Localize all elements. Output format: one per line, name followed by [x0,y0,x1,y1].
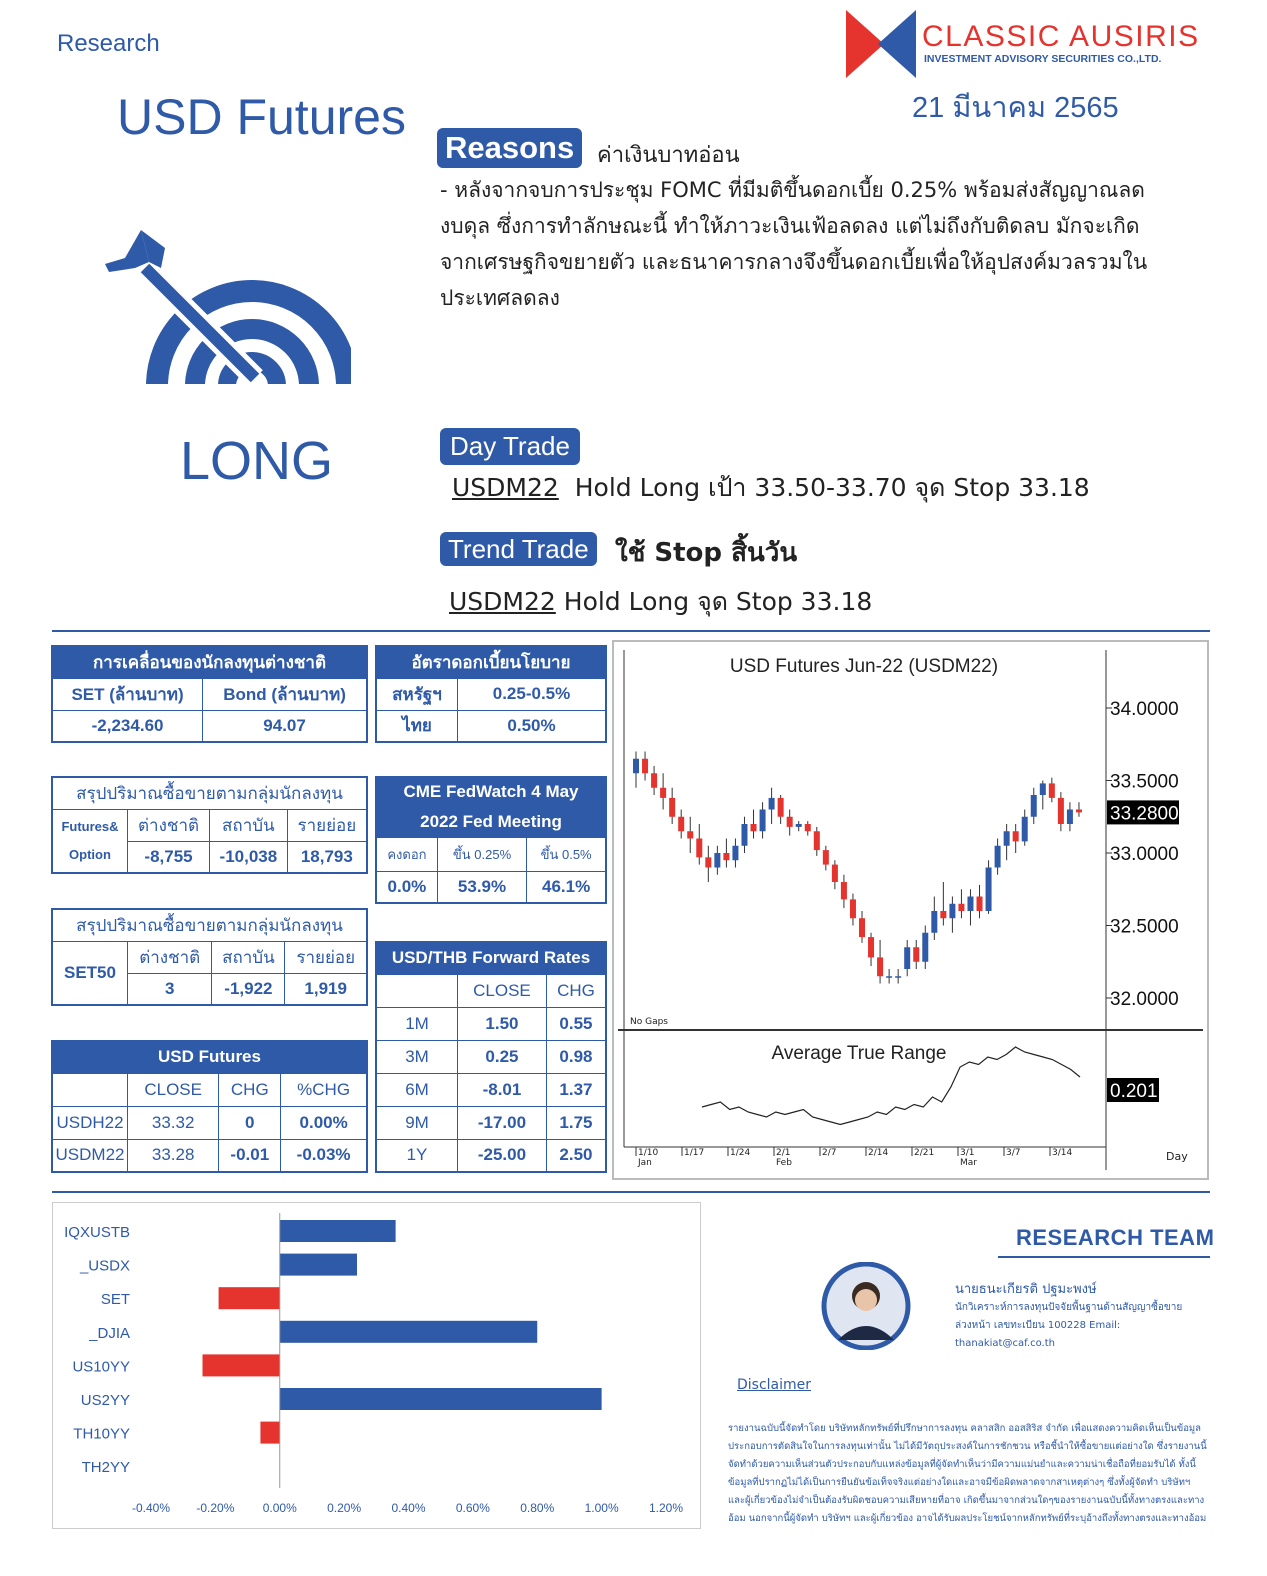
y-tick-label: 33.0000 [1110,844,1179,865]
month-label: Feb [776,1158,792,1168]
trend-trade-tag: Trend Trade [440,532,597,566]
category-label: _DJIA [89,1324,130,1342]
day-trade-text: Hold Long เป้า 33.50-33.70 จุด Stop 33.18 [574,473,1090,502]
research-label: Research [57,30,160,57]
table-cell: 1,919 [285,973,367,1005]
research-team-underline [998,1256,1210,1258]
table-cell: 9M [376,1106,458,1139]
fedwatch-table [375,776,607,904]
table-cell: 0.98 [546,1040,606,1073]
table-header: รายย่อย [285,941,367,973]
candle-body [949,904,955,919]
category-label: US10YY [72,1358,130,1376]
candle-body [986,868,992,912]
candle-body [850,899,856,918]
table-cell: 0.55 [546,1007,606,1040]
table-cell: 1.50 [458,1007,547,1040]
logo-subtitle: INVESTMENT ADVISORY SECURITIES CO.,LTD. [924,53,1162,65]
candle-body [705,857,711,867]
table-header: ต่างชาติ [128,809,210,841]
table-cell: 0.25-0.5% [458,678,607,710]
table-header: คงดอก [376,837,437,871]
x-unit-label: Day [1166,1150,1188,1163]
y-tick-label: 32.0000 [1110,989,1179,1010]
x-tick-label: 1.20% [648,1501,684,1515]
candle-body [1076,810,1082,813]
reasons-tag: Reasons [437,128,582,168]
candle-body [967,897,973,912]
x-tick-label: 1/10 [638,1148,659,1158]
candle-body [1031,795,1037,817]
bar [280,1388,602,1410]
candle-body [977,897,983,912]
analyst-description: นักวิเคราะห์การลงทุนปัจจัยพื้นฐานด้านสัญญาซื้อขายล่วงหน้า เลขทะเบียน 100228 Email: thanakiat@caf.co.th [955,1302,1183,1349]
candle-body [814,831,820,850]
x-tick-label: 3/7 [1006,1148,1021,1158]
candle-body [1067,810,1073,825]
trend-trade-line [449,582,872,622]
x-tick-label: 2/21 [914,1148,935,1158]
table-cell: ไทย [376,710,458,742]
logo-name: CLASSIC AUSIRIS [922,20,1200,53]
category-label: _USDX [79,1257,130,1275]
x-tick-label: 0.40% [391,1501,426,1515]
table-header: Bond (ล้านบาท) [203,678,367,710]
x-tick-label: 1.00% [584,1501,619,1515]
table-cell: -0.01 [219,1139,281,1172]
candle-body [1049,783,1055,798]
x-tick-label: 2/7 [822,1148,837,1158]
candle-body [760,810,766,832]
table-cell: USDH22 [52,1106,128,1139]
candle-body [832,865,838,882]
x-tick-label: 1/24 [730,1148,751,1158]
row-label: SET50 [52,941,128,1005]
candle-body [1022,817,1028,842]
bar [280,1321,538,1343]
table-header: สถาบัน [212,941,285,973]
forward-rates-table [375,941,607,1173]
table-cell: 0 [219,1106,281,1139]
table-cell: -1,922 [212,973,285,1005]
company-logo-icon [846,10,916,78]
table-cell: 1.37 [546,1073,606,1106]
divider-top [52,630,1210,632]
candle-body [995,846,1001,868]
row-label-2: Option [69,846,111,862]
candle-body [859,918,865,937]
candle-body [1013,831,1019,841]
table-cell: 2.50 [546,1139,606,1172]
table-cell: USDM22 [52,1139,128,1172]
performance-bar-chart [53,1203,700,1528]
disclaimer-link[interactable]: Disclaimer [737,1377,812,1393]
usd-futures-table [51,1040,368,1173]
category-label: TH2YY [81,1459,130,1477]
table-header: CHG [546,974,606,1007]
analyst-name: นายธนะเกียรติ ปฐมะพงษ์ [955,1282,1097,1297]
candle-body [633,759,639,774]
candle-body [660,788,666,798]
table-cell: 0.25 [458,1040,547,1073]
candle-body [678,817,684,832]
candle-body [714,853,720,868]
candle-body [751,824,757,831]
table-cell: 33.28 [128,1139,219,1172]
x-tick-label: 0.80% [520,1501,555,1515]
x-tick-label: 0.00% [262,1501,297,1515]
foreign-flow-table [51,645,368,743]
research-team-title: RESEARCH TEAM [1016,1225,1215,1250]
candle-body [796,824,802,827]
table-header: ขึ้น 0.25% [437,837,526,871]
x-tick-label: 0.20% [327,1501,362,1515]
atr-title: Average True Range [771,1043,947,1064]
table-cell: สหรัฐฯ [376,678,458,710]
day-trade-tag: Day Trade [440,428,580,465]
divider-bottom [52,1191,1210,1193]
table-header [376,974,458,1007]
month-label: Mar [960,1158,977,1168]
candle-body [769,798,775,810]
x-tick-label: 3/14 [1052,1148,1073,1158]
table-cell: 1M [376,1007,458,1040]
candle-body [778,798,784,817]
x-tick-label: 0.60% [455,1501,490,1515]
candle-body [1058,798,1064,824]
position-label: LONG [180,431,334,491]
candle-body [868,937,874,957]
candle-body [1040,783,1046,795]
table-header: สถาบัน [210,809,288,841]
candle-body [787,817,793,827]
table-header: รายย่อย [287,809,367,841]
table-cell: -25.00 [458,1139,547,1172]
candle-body [823,850,829,865]
table-title: USD/THB Forward Rates [376,942,606,974]
y-tick-label: 33.5000 [1110,771,1179,793]
candle-body [687,831,693,838]
candle-body [886,976,892,978]
candle-body [922,933,928,962]
candle-body [940,911,946,918]
table-subtitle: 2022 Fed Meeting [376,807,606,837]
candle-body [805,824,811,831]
trend-trade-symbol: USDM22 [449,587,556,616]
x-tick-label: 1/17 [684,1148,705,1158]
x-tick-label: 2/1 [776,1148,791,1158]
table-title: USD Futures [52,1041,367,1073]
table-header [52,1073,128,1106]
bar [280,1220,396,1242]
table-cell: 3M [376,1040,458,1073]
x-tick-label: 2/14 [868,1148,889,1158]
candle-body [958,904,964,911]
table-cell: 46.1% [527,871,606,903]
candle-body [931,911,937,933]
row-label [52,809,128,873]
x-tick-label: 3/1 [960,1148,975,1158]
last-price-label: 33.2800 [1110,803,1179,825]
table-cell: -2,234.60 [52,710,203,742]
reasons-headline: ค่าเงินบาทอ่อน [597,143,740,168]
table-cell: 6M [376,1073,458,1106]
candle-body [669,798,675,817]
table-cell: 1Y [376,1139,458,1172]
bar [203,1354,280,1376]
candle-body [877,957,883,976]
table-header: CLOSE [128,1073,219,1106]
atr-value-label: 0.201 [1110,1081,1158,1102]
table-cell: 0.50% [458,710,607,742]
candle-body [741,824,747,846]
futures-groups-table [51,776,368,874]
table-header: ต่างชาติ [128,941,212,973]
category-label: IQXUSTB [64,1224,130,1241]
price-chart-title: USD Futures Jun-22 (USDM22) [729,656,999,677]
candle-body [913,947,919,962]
day-trade-symbol: USDM22 [452,473,559,502]
candle-body [642,759,648,774]
target-arrow-icon [105,228,351,388]
trend-trade-note: ใช้ Stop สิ้นวัน [615,538,798,568]
table-title: การเคลื่อนของนักลงทุนต่างชาติ [52,646,367,678]
candle-body [904,947,910,969]
performance-bar-chart-panel [52,1202,701,1529]
bar [219,1287,280,1309]
trend-trade-text: Hold Long จุด Stop 33.18 [563,587,873,616]
policy-rate-table [375,645,607,743]
table-cell: 3 [128,973,212,1005]
candle-body [1004,831,1010,846]
table-cell: 1.75 [546,1106,606,1139]
category-label: US2YY [80,1392,130,1409]
category-label: SET [100,1291,130,1309]
candle-body [841,882,847,899]
table-cell: 94.07 [203,710,367,742]
table-header: %CHG [281,1073,367,1106]
table-cell: -10,038 [210,841,288,873]
table-cell: 0.00% [281,1106,367,1139]
table-header: SET (ล้านบาท) [52,678,203,710]
row-label-1: Futures& [61,818,119,834]
candle-body [696,839,702,858]
table-cell: -8,755 [128,841,210,873]
candle-body [895,976,901,978]
category-label: TH10YY [73,1425,130,1443]
reasons-body: - หลังจากจบการประชุม FOMC ที่มีมติขึ้นดอกเบี้ย 0.25% พร้อมส่งสัญญาณลดงบดุล ซึ่งการทำลักษณะนี้ ทำให้ภาวะเงินเฟ้อลดลง แต่ไม่ถึงกับติดลบ มักจะเกิดจากเศรษฐกิจขยายตัว และธนาคารกลางจึงขึ้นดอกเบี้ยเพื่อให้อุปสงค์มวลรวมในประเทศลดลง [440,178,1148,310]
table-title: สรุปปริมาณซื้อขายตามกลุ่มนักลงทุน [52,909,367,941]
chart-note: No Gaps [630,1017,668,1027]
month-label: Jan [638,1158,652,1168]
x-tick-label: -0.20% [196,1501,235,1515]
bar [280,1254,357,1276]
set50-groups-table [51,908,368,1006]
day-trade-line [452,468,1090,508]
table-header: CHG [219,1073,281,1106]
report-date: 21 มีนาคม 2565 [912,92,1119,124]
table-cell: 53.9% [437,871,526,903]
candle-body [651,773,657,788]
table-header: CLOSE [458,974,547,1007]
price-chart-panel [612,640,1209,1180]
table-header: ขึ้น 0.5% [527,837,606,871]
table-cell: 0.0% [376,871,437,903]
analyst-avatar [818,1262,914,1350]
table-cell: 33.32 [128,1106,219,1139]
table-cell: -8.01 [458,1073,547,1106]
table-title: สรุปปริมาณซื้อขายตามกลุ่มนักลงทุน [52,777,367,809]
disclaimer-body: รายงานฉบับนี้จัดทำโดย บริษัทหลักทรัพย์ที่ปรึกษาการลงทุน คลาสสิก ออสสิริส จำกัด เพื่อแสดงความคิดเห็นเป็นข้อมูลประกอบการตัดสินใจในการลงทุนเท่านั้น ไม่ได้มีวัตถุประสงค์ในการชักชวน หรือชี้นำให้ซื้อขายแต่อย่างใด ซึ่งรายงานนี้จัดทำด้วยความเห็นส่วนตัวประกอบกับแหล่งข้อมูลที่ผู้จัดทำเห็นว่ามีความแม่นยำและความน่าเชื่อถือที่ยอมรับได้ ทั้งนี้ข้อมูลที่ปรากฏไม่ได้เป็นการยืนยันข้อเท็จจริงแต่อย่างใดและอาจมีข้อผิดพลาดจากสาเหตุต่างๆ ซึ่งทั้งผู้จัดทำ บริษัทฯ และผู้เกี่ยวข้องไม่จำเป็นต้องรับผิดชอบความเสียหายที่อาจ เกิดขึ้นมาจากส่วนใดๆของรายงานฉบับนี้ทั้งทางตรงและทางอ้อม นอกจากนี้ผู้จัดทำ บริษัทฯ และผู้เกี่ยวข้อง อาจได้รับผลประโยชน์จากหลักทรัพย์ที่ระบุอ้างถึงทั้งทางตรงและทางอ้อม [728,1423,1207,1524]
table-cell: 18,793 [287,841,367,873]
candle-body [732,846,738,861]
table-title: อัตราดอกเบี้ยนโยบาย [376,646,606,678]
x-tick-label: -0.40% [131,1501,171,1515]
price-chart [614,642,1207,1178]
y-tick-label: 34.0000 [1110,699,1179,720]
page-title: USD Futures [117,89,406,145]
table-cell: -17.00 [458,1106,547,1139]
table-title: CME FedWatch 4 May [376,777,606,807]
table-cell: -0.03% [281,1139,367,1172]
y-tick-label: 32.5000 [1110,916,1179,938]
bar [260,1422,279,1444]
candle-body [723,853,729,860]
